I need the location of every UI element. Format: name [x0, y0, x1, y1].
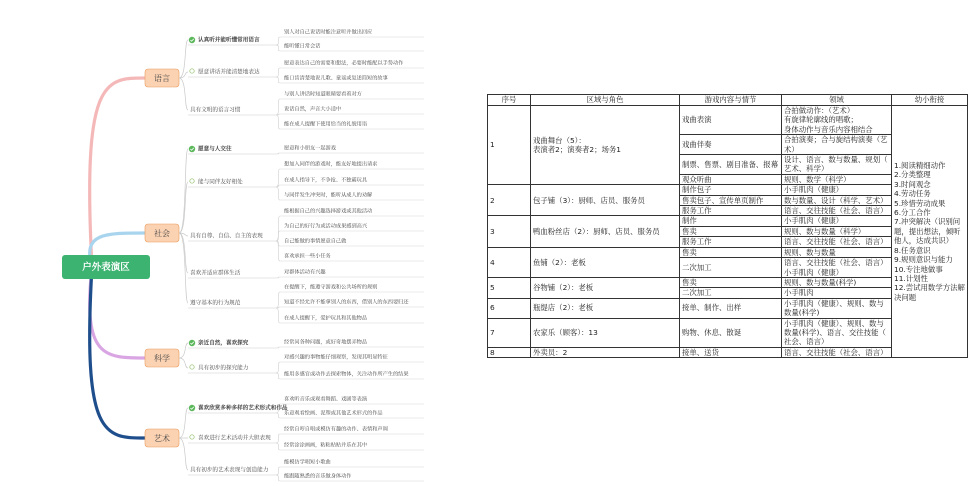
goal-connector — [179, 78, 188, 110]
item-text: 能用多感官或动作去探索物体，关注动作所产生的结果 — [284, 371, 409, 378]
branch-label: 科学 — [154, 354, 170, 363]
header-transition: 幼小衔接 — [892, 95, 968, 106]
goal-text: 能与同伴友好相处 — [198, 179, 243, 186]
item-text: 与同伴发生冲突时，能听从成人的劝解 — [284, 192, 373, 199]
area-role-text: 外卖员：2 — [533, 347, 568, 357]
row-number: 1 — [488, 106, 531, 185]
domain-text: 合拍演奏；合与旋结构演奏（艺 — [784, 135, 888, 145]
domain-text: 小手肌肉（健康）、规则、数与 — [784, 298, 884, 308]
item-text: 能根据自己的兴趣选择游戏或其他活动 — [284, 208, 373, 215]
goal-text: 具有文明的语言习惯 — [190, 107, 241, 114]
item-connector — [276, 187, 280, 200]
item-text: 愿意和小朋友一起游戏 — [284, 145, 336, 152]
goal-text: 具有自尊、自信、自主的表现 — [190, 233, 263, 240]
check-circle-icon — [189, 37, 195, 43]
item-connector — [276, 467, 280, 475]
domain-text: 规则、数与数量（科学） — [784, 226, 866, 236]
transition-item: 7.冲突解决（识别问 — [894, 217, 961, 227]
content-cell: 接单、制作、出样 — [680, 298, 782, 318]
item-connector — [276, 373, 280, 379]
area-role-text: 谷物铺（2）：老板 — [533, 283, 594, 293]
domain-text: 规则、数学（科学） — [784, 174, 851, 184]
domain-text: 术） — [784, 144, 799, 154]
domain-text: 设计、语言、数与数量、规划（ — [784, 155, 888, 165]
domain-cell — [782, 298, 892, 318]
transition-item: 5.珍惜劳动成果 — [894, 198, 946, 208]
check-circle-icon — [189, 405, 195, 411]
branch-connector — [90, 267, 145, 438]
row-number: 5 — [488, 277, 531, 298]
item-text: 对群体活动有兴趣 — [284, 269, 326, 276]
goal-text: 遵守基本的行为规范 — [190, 300, 241, 307]
domain-text: 小手肌肉（健康） — [784, 185, 844, 195]
goal-text: 喜欢进行艺术活动并大胆表现 — [198, 435, 271, 442]
item-connector — [276, 434, 280, 443]
item-text: 能口齿清楚地说儿歌、童谣或复述简短的故事 — [284, 75, 388, 82]
domain-cell — [782, 174, 892, 184]
domain-text: 数量(科学)、语言、交往技能（ — [784, 327, 886, 337]
branch-label: 语言 — [154, 74, 170, 83]
item-text: 乐意观看绘画、泥塑或其他艺术形式的作品 — [284, 410, 383, 417]
goal-connector — [179, 438, 188, 470]
domain-cell — [782, 237, 892, 247]
pin-icon — [190, 435, 194, 439]
transition-item: 1.阅读精细动作 — [894, 161, 946, 171]
domain-cell — [782, 106, 892, 135]
domain-text: 有旋律轮廓线的唱歌； — [784, 115, 858, 125]
goal-text: 具有初步的探究能力 — [198, 365, 249, 372]
check-circle-icon — [189, 340, 195, 346]
check-circle-icon — [189, 146, 195, 152]
domain-cell — [782, 135, 892, 155]
item-connector — [276, 347, 280, 348]
content-cell: 服务工作 — [680, 206, 782, 216]
goal-text: 愿意讲话并能清楚地表达 — [198, 69, 260, 76]
domain-text: 数与数量、设计（科学、艺术） — [784, 195, 888, 205]
domain-cell — [782, 155, 892, 175]
item-text: 想加入同伴的游戏时，能友好地提出请求 — [284, 161, 378, 168]
domain-text: 语言、交往技能（社会、语言） — [784, 237, 888, 247]
item-text: 为自己的好行为或活动成果感到高兴 — [284, 223, 368, 230]
domain-text: 规则、数与数量(科学) — [784, 277, 857, 287]
item-text: 知道不经允许不能拿别人的东西，借别人的东西要归还 — [284, 299, 409, 306]
area-role-text: 农家乐（顾客）：13 — [533, 327, 598, 337]
domain-cell — [782, 226, 892, 236]
domain-cell — [782, 288, 892, 298]
domain-text: 小手肌肉（健康） — [784, 216, 844, 226]
domain-text: 数量(科学) — [784, 308, 820, 318]
item-text: 与别人讲话时知道眼睛要看着对方 — [284, 91, 362, 98]
item-text: 能跟随熟悉的音乐做身体动作 — [284, 473, 352, 480]
header-area: 区域与角色 — [531, 95, 680, 106]
content-cell: 二次加工 — [680, 258, 782, 278]
goal-text: 喜欢并适应群体生活 — [190, 270, 241, 277]
area-role-cell — [531, 185, 680, 216]
transition-item: 题，提出想法，倾听 — [894, 226, 961, 236]
header-content: 游戏内容与情节 — [680, 95, 782, 106]
goal-text: 喜欢欣赏多种多样的艺术形式和作品 — [198, 405, 288, 412]
item-text: 经常自哼自唱或模仿有趣的动作、表情和声调 — [284, 426, 388, 433]
goal-text: 愿意与人交往 — [198, 146, 232, 153]
domain-text: 身体动作与音乐内容相结合 — [784, 124, 873, 134]
domain-cell — [782, 277, 892, 287]
content-cell: 二次加工 — [680, 288, 782, 298]
item-connector — [276, 99, 280, 115]
activity-table — [487, 94, 968, 358]
item-connector — [276, 115, 280, 129]
domain-text: 规则、数与数量 — [784, 247, 836, 257]
domain-cell — [782, 195, 892, 205]
goal-text: 认真听并能听懂常用语言 — [198, 37, 260, 44]
domain-cell — [782, 185, 892, 195]
domain-cell — [782, 347, 892, 357]
pin-icon — [190, 179, 194, 183]
item-connector — [276, 362, 280, 373]
area-role-text: 鱼铺（2）：老板 — [533, 257, 586, 267]
row-number: 6 — [488, 298, 531, 318]
item-connector — [276, 475, 280, 481]
item-connector — [276, 292, 280, 308]
area-role-text: 包子铺（3）：厨师、店员、服务员 — [533, 195, 645, 205]
transition-item: 2.分类整理 — [894, 170, 931, 180]
goal-connector — [179, 343, 188, 358]
goal-connector — [179, 233, 188, 303]
item-connector — [276, 277, 280, 278]
item-text: 愿意表达自己的需要和想法，必要时能配以手势动作 — [284, 60, 404, 67]
item-connector — [276, 45, 280, 51]
goal-connector — [179, 233, 188, 273]
content-cell: 服务工作 — [680, 237, 782, 247]
item-connector — [276, 216, 280, 241]
domain-text: 语言、交往技能（社会、语言） — [784, 258, 888, 268]
content-cell: 接单、送货 — [680, 347, 782, 357]
item-connector — [276, 241, 280, 261]
goal-connector — [179, 72, 188, 78]
goal-connector — [179, 182, 188, 233]
item-text: 能听懂日常会话 — [284, 43, 321, 50]
domain-text: 艺术、科学） — [784, 164, 829, 174]
root-label: 户外表演区 — [82, 262, 130, 273]
item-connector — [276, 443, 280, 450]
goal-connector — [179, 149, 188, 233]
content-cell: 制作包子 — [680, 185, 782, 195]
area-role-text: 表演者2；演奏者2；场务1 — [533, 145, 622, 155]
item-text: 喜欢听音乐或观看舞蹈、戏剧等表演 — [284, 396, 368, 403]
item-connector — [276, 413, 280, 418]
item-text: 别人对自己说话时能注意听并做出回应 — [284, 29, 373, 36]
row-number: 4 — [488, 247, 531, 277]
domain-text: 小手肌肉（健康）、规则、数与 — [784, 318, 884, 328]
table-header-row — [488, 95, 968, 106]
item-text: 能在成人提醒下使用恰当的礼貌用语 — [284, 121, 368, 128]
domain-cell — [782, 318, 892, 347]
transition-cell — [892, 106, 968, 358]
header-domain: 领域 — [782, 95, 892, 106]
item-connector — [276, 37, 280, 45]
transition-item: 决问题 — [894, 292, 917, 302]
area-role-cell — [531, 277, 680, 298]
domain-cell — [782, 206, 892, 216]
row-number: 7 — [488, 318, 531, 347]
item-connector — [276, 68, 280, 77]
item-text: 在成人提醒下，爱护玩具和其他物品 — [284, 315, 368, 322]
item-text: 经常问各种问题，或好奇地摆弄物品 — [284, 339, 368, 346]
item-text: 喜欢承担一些小任务 — [284, 253, 331, 260]
area-role-cell — [531, 106, 680, 185]
area-role-text: 瓶缇店（2）：老板 — [533, 303, 594, 313]
transition-item: 12.尝试用数学方法解 — [894, 283, 965, 293]
domain-text: 语言、交往技能（社会、语言） — [784, 347, 888, 357]
transition-item: 11.计划性 — [894, 273, 928, 283]
content-cell: 戏曲表演 — [680, 106, 782, 135]
item-text: 能模仿学唱短小歌曲 — [284, 459, 331, 466]
pin-icon — [190, 69, 194, 73]
item-text: 经常涂涂画画，粘粘贴贴并乐在其中 — [284, 442, 368, 449]
area-role-cell — [531, 318, 680, 347]
domain-text: 社会、语言） — [784, 337, 829, 347]
domain-text: 小手肌肉（健康） — [784, 267, 844, 277]
content-cell: 制票、售票、剧目准备、报幕 — [680, 155, 782, 175]
area-role-text: 戏曲舞台（5）： — [533, 135, 586, 145]
item-connector — [276, 77, 280, 83]
row-number: 8 — [488, 347, 531, 357]
area-role-cell — [531, 216, 680, 247]
area-role-text: 鸭血粉丝店（2）：厨师、店员、服务员 — [533, 226, 660, 236]
pin-icon — [190, 365, 194, 369]
area-role-cell — [531, 347, 680, 357]
branch-connector — [90, 267, 145, 358]
item-connector — [276, 153, 280, 154]
goal-text: 亲近自然，喜欢探究 — [198, 340, 249, 347]
goal-text: 具有初步的艺术表现与创造能力 — [190, 467, 269, 474]
transition-item: 4.劳动任务 — [894, 189, 931, 199]
item-text: 在提醒下，能遵守游戏和公共场所的规则 — [284, 284, 378, 291]
area-role-cell — [531, 247, 680, 277]
content-cell: 售卖 — [680, 226, 782, 236]
row-number: 2 — [488, 185, 531, 216]
content-cell: 戏曲伴奏 — [680, 135, 782, 155]
transition-item: 8.任务意识 — [894, 245, 931, 255]
mind-map — [0, 0, 480, 486]
item-text: 在成人指导下，不争抢、不独霸玩具 — [284, 177, 368, 184]
branch-label: 艺术 — [154, 434, 170, 443]
transition-item: 10.专注地做事 — [894, 264, 943, 274]
goal-connector — [179, 408, 188, 438]
content-cell: 售卖 — [680, 247, 782, 257]
content-cell: 售卖包子、宣传单页制作 — [680, 195, 782, 205]
domain-text: 小手肌肉 — [784, 288, 814, 298]
area-role-cell — [531, 298, 680, 318]
transition-item: 他人，达成共识） — [894, 236, 954, 246]
domain-text: 合拍做动作：（艺术） — [784, 106, 855, 115]
row-number: 3 — [488, 216, 531, 247]
content-cell: 售卖 — [680, 277, 782, 287]
transition-item: 6.分工合作 — [894, 208, 931, 218]
item-connector — [276, 169, 280, 187]
branch-label: 社会 — [154, 229, 170, 238]
domain-cell — [782, 258, 892, 278]
content-cell: 购物、休息、散诞 — [680, 318, 782, 347]
table-row — [488, 106, 968, 135]
header-no: 序号 — [488, 95, 531, 106]
item-text: 对感兴趣的事物能仔细观察，发现其明显特征 — [284, 354, 388, 361]
domain-text: 语言、交往技能（社会、语言） — [784, 206, 888, 216]
domain-cell — [782, 216, 892, 226]
domain-cell — [782, 247, 892, 257]
item-text: 自己能做的事情愿意自己做 — [284, 238, 347, 245]
goal-connector — [179, 358, 188, 368]
content-cell: 制作 — [680, 216, 782, 226]
item-connector — [276, 308, 280, 323]
transition-item: 3.时间观念 — [894, 179, 931, 189]
item-text: 说话自然，声音大小适中 — [284, 106, 342, 113]
transition-item: 9.规则意识与能力 — [894, 255, 953, 265]
content-cell: 观众听曲 — [680, 174, 782, 184]
activity-table-container — [487, 94, 968, 358]
